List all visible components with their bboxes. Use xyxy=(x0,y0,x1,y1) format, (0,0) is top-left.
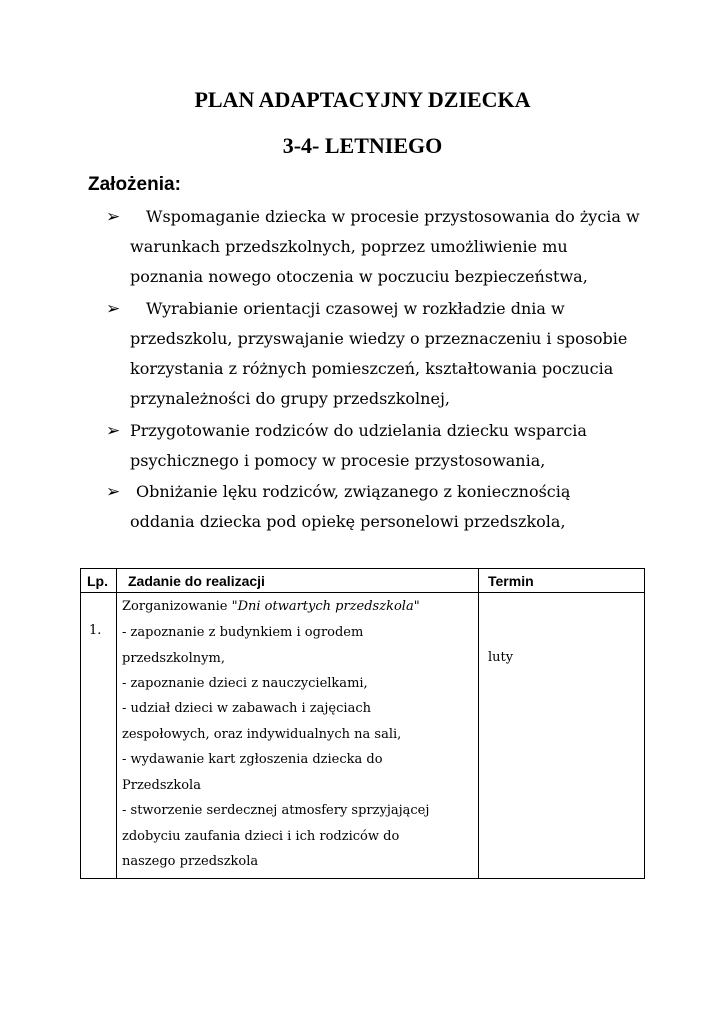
bullet-arrow-icon: ➢ xyxy=(106,421,121,441)
table-cell-task-line: naszego przedszkola xyxy=(122,854,259,869)
table-header-lp: Lp. xyxy=(87,573,108,589)
bullet-arrow-icon: ➢ xyxy=(106,207,121,227)
bullet-2-line-3: korzystania z różnych pomieszczeń, kształtowania poczucia xyxy=(130,359,614,378)
table-cell-task-line: - stworzenie serdecznej atmosfery sprzyjającej xyxy=(122,803,430,818)
bullet-1-line-3: poznania nowego otoczenia w poczuciu bezpieczeństwa, xyxy=(130,267,588,286)
table-column-divider xyxy=(478,569,479,878)
table-cell-term: luty xyxy=(488,650,514,665)
task-first-italic: Dni otwartych przedszkola xyxy=(237,599,414,614)
task-first-suffix: " xyxy=(413,599,420,614)
table-cell-task-line: zespołowych, oraz indywidualnych na sali, xyxy=(122,727,402,742)
bullet-1-line-1: Wspomaganie dziecka w procesie przystosowania do życia w xyxy=(146,207,640,226)
bullet-2-line-4: przynależności do grupy przedszkolnej, xyxy=(130,389,450,408)
table-cell-task-line: Przedszkola xyxy=(122,778,201,793)
section-heading-assumptions: Założenia: xyxy=(88,174,181,195)
bullet-2-line-1: Wyrabianie orientacji czasowej w rozkładzie dnia w xyxy=(146,299,565,318)
table-header-divider xyxy=(81,592,644,593)
document-subtitle: 3-4- LETNIEGO xyxy=(282,133,443,158)
bullet-1-line-2: warunkach przedszkolnych, poprzez umożliwienie mu xyxy=(130,237,568,256)
bullet-4-line-1: Obniżanie lęku rodziców, związanego z koniecznością xyxy=(136,482,571,501)
document-title: PLAN ADAPTACYJNY DZIECKA xyxy=(194,87,531,112)
bullet-arrow-icon: ➢ xyxy=(106,299,121,319)
bullet-4-line-2: oddania dziecka pod opiekę personelowi przedszkola, xyxy=(130,512,566,531)
table-header-task: Zadanie do realizacji xyxy=(128,573,265,589)
table-header-term: Termin xyxy=(488,573,534,589)
table-cell-task-line: - zapoznanie z budynkiem i ogrodem xyxy=(122,625,364,640)
bullet-arrow-icon: ➢ xyxy=(106,482,121,502)
table-cell-task-line: - udział dzieci w zabawach i zajęciach xyxy=(122,701,371,716)
table-cell-task-line: - zapoznanie dzieci z nauczycielkami, xyxy=(122,676,368,691)
table-cell-task-line: zdobyciu zaufania dzieci i ich rodziców do xyxy=(122,829,400,844)
bullet-3-line-2: psychicznego i pomocy w procesie przystosowania, xyxy=(130,451,546,470)
task-table xyxy=(80,568,645,879)
table-cell-task-line: przedszkolnym, xyxy=(122,651,225,666)
table-cell-task-line: - wydawanie kart zgłoszenia dziecka do xyxy=(122,752,383,767)
bullet-3-line-1: Przygotowanie rodziców do udzielania dziecku wsparcia xyxy=(130,421,587,440)
table-column-divider xyxy=(116,569,117,878)
table-cell-task-first-line xyxy=(122,599,420,615)
task-first-prefix: Zorganizowanie " xyxy=(122,599,238,614)
bullet-2-line-2: przedszkolu, przyswajanie wiedzy o przeznaczeniu i sposobie xyxy=(130,329,628,348)
table-cell-lp: 1. xyxy=(89,623,102,638)
